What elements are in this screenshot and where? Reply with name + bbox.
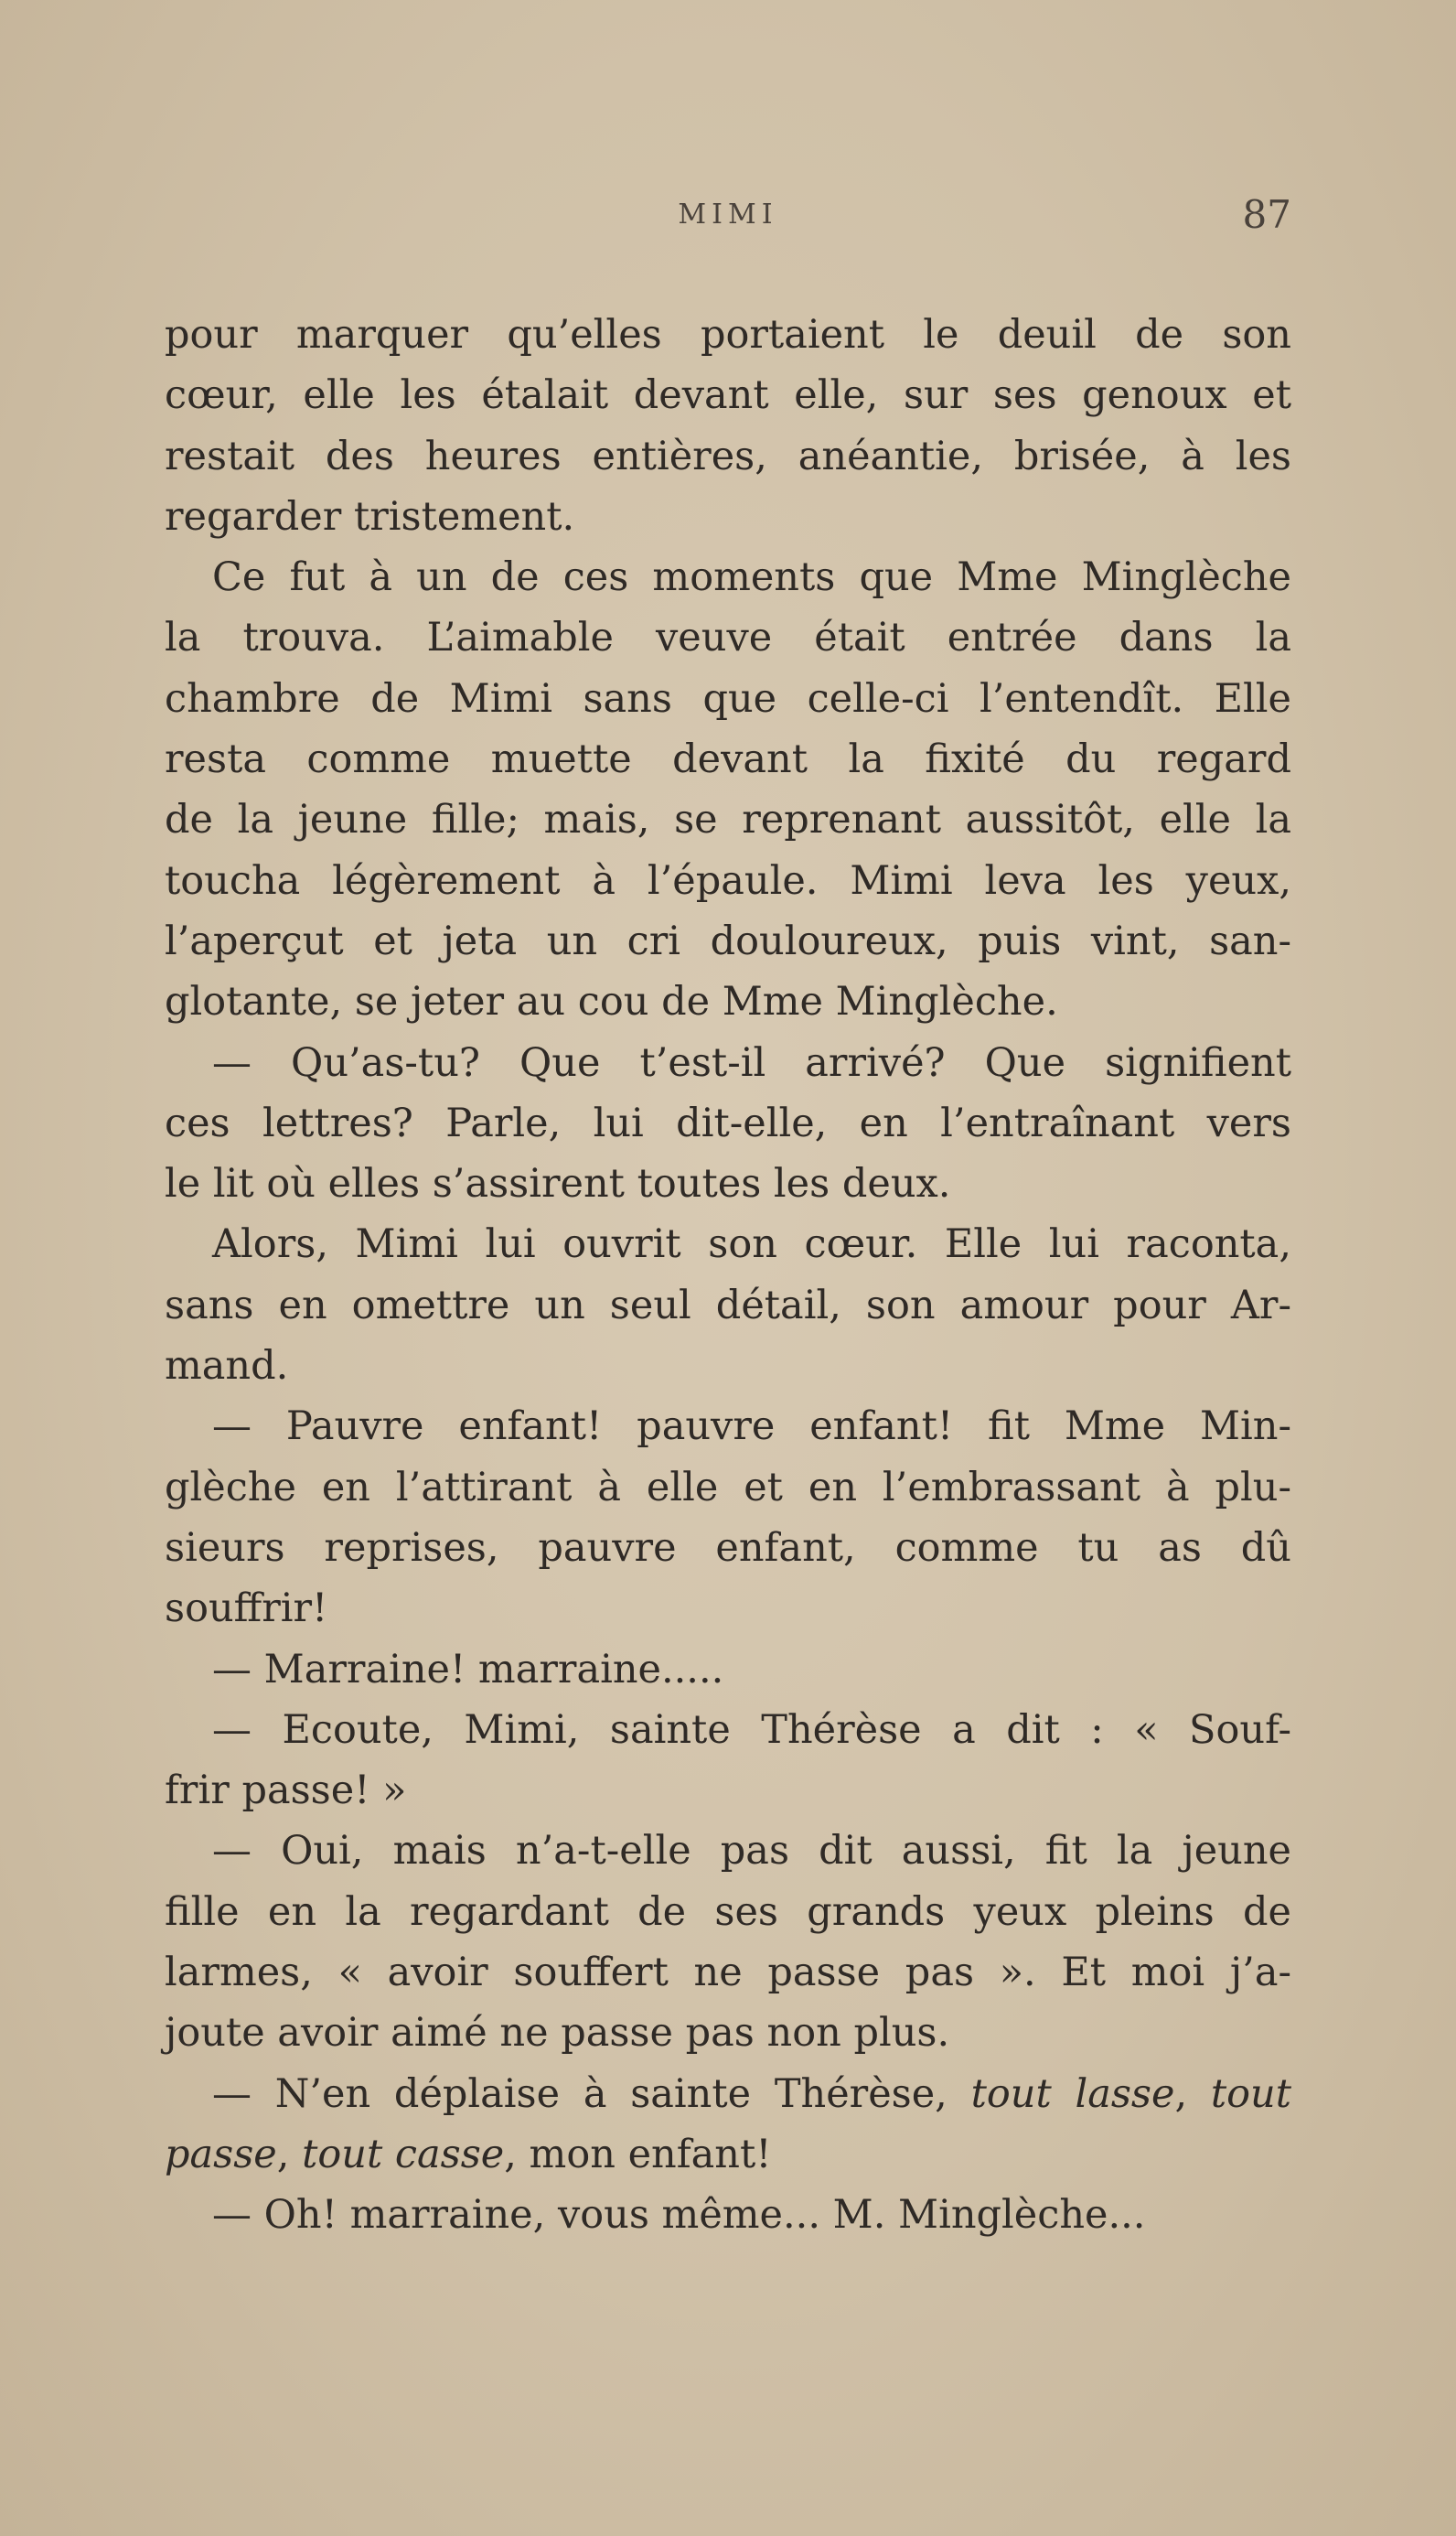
text-line: — Ecoute, Mimi, sainte Thérèse a dit : « Souf- [212,1706,1291,1753]
text-line: sans en omettre un seul détail, son amour pour Ar- [165,1282,1291,1328]
text-line: le lit où elles s’assirent toutes les deux. [165,1161,951,1208]
text-segment: , [276,2131,303,2177]
text-line: glèche en l’attirant à elle et en l’embrassant à plu- [165,1464,1291,1510]
text-line-with-italics [165,2064,1291,2124]
text-line: larmes, « avoir souffert ne passe pas ». Et moi j’a- [165,1950,1291,1996]
text-segment: — N’en déplaise à sainte Thérèse, [212,2070,971,2117]
text-line: ces lettres? Parle, lui dit-elle, en l’entraînant vers [165,1100,1291,1146]
text-line: restait des heures entières, anéantie, brisée, à les [165,433,1291,479]
italic-segment: tout [1210,2070,1292,2117]
text-line: de la jeune fille; mais, se reprenant aussitôt, elle la [165,797,1291,844]
text-line: — Oui, mais n’a-t-elle pas dit aussi, fit la jeune [212,1828,1291,1875]
text-line: souffrir! [165,1585,328,1632]
text-line: fille en la regardant de ses grands yeux pleins de [165,1888,1291,1935]
text-line: regarder tristement. [165,493,575,540]
text-line: glotante, se jeter au cou de Mme Minglèche. [165,979,1058,1026]
text-line: joute avoir aimé ne passe pas non plus. [165,2010,950,2057]
text-line: sieurs reprises, pauvre enfant, comme tu as dû [165,1524,1291,1571]
text-line: — Marraine! marraine..... [212,1646,724,1692]
text-line: la trouva. L’aimable veuve était entrée dans la [165,615,1291,661]
text-line-with-italics [165,2124,1291,2185]
text-line: l’aperçut et jeta un cri douloureux, puis vint, san- [165,918,1291,964]
text-segment: , [1174,2070,1211,2117]
italic-segment: passe [165,2131,277,2177]
body-text [165,305,1291,2246]
italic-segment: tout lasse [970,2070,1175,2117]
text-line: mand. [165,1343,289,1390]
text-line: chambre de Mimi sans que celle-ci l’entendît. Elle [165,675,1291,722]
text-line: — Pauvre enfant! pauvre enfant! fit Mme Min- [212,1403,1291,1450]
text-segment: , mon enfant! [504,2131,772,2177]
page-header [165,188,1291,242]
running-title: MIMI [678,199,778,231]
italic-segment: tout casse [302,2131,505,2177]
text-line: Alors, Mimi lui ouvrit son cœur. Elle lui raconta, [212,1221,1291,1268]
page-number: 87 [1242,192,1291,237]
text-line: pour marquer qu’elles portaient le deuil de son [165,312,1291,358]
text-line: toucha légèrement à l’épaule. Mimi leva les yeux, [165,857,1291,904]
text-line: — Oh! marraine, vous même... M. Minglèche... [212,2192,1146,2239]
text-line: frir passe! » [165,1768,407,1814]
text-line: Ce fut à un de ces moments que Mme Minglèche [212,554,1291,601]
text-line: — Qu’as-tu? Que t’est-il arrivé? Que signifient [212,1039,1291,1086]
text-line: cœur, elle les étalait devant elle, sur ses genoux et [165,372,1291,419]
text-line: resta comme muette devant la fixité du regard [165,736,1291,783]
